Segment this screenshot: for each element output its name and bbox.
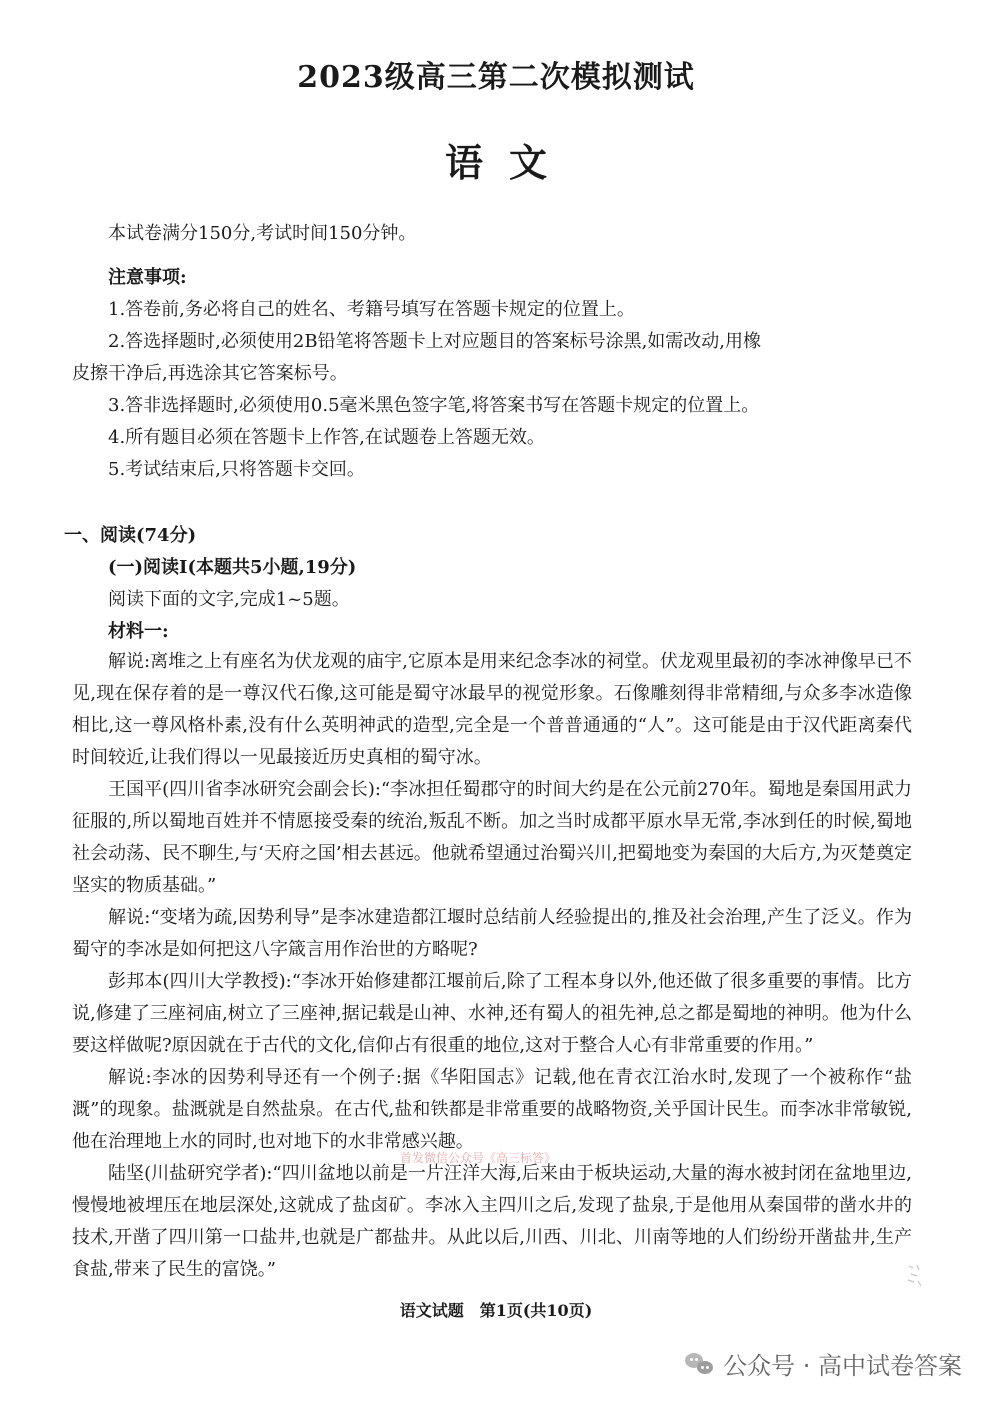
material-label: 材料一: <box>108 621 169 642</box>
notice-item: 1.答卷前,务必将自己的姓名、考籍号填写在答题卡规定的位置上。 <box>108 299 635 320</box>
notice-item: 3.答非选择题时,必须使用0.5毫米黑色签字笔,将答案书写在答题卡规定的位置上。 <box>108 395 760 416</box>
notice-item: 5.考试结束后,只将答题卡交回。 <box>108 459 365 480</box>
page-footer: 语文试题 第1页(共10页) <box>399 1301 593 1320</box>
passage-paragraph: 解说:离堆之上有座名为伏龙观的庙宇,它原本是用来纪念李冰的祠堂。伏龙观里最初的李冰神像早已不见,现在保存着的是一尊汉代石像,这可能是蜀守冰最早的视觉形象。石像雕刻得非常精细,与众多李冰造像相比,这一尊风格朴素,没有什么英明神武的造型,完全是一个普普通通的“人”。这可能是由于汉代距离秦代时间较近,让我们得以一见最接近历史真相的蜀守冰。 <box>72 651 912 768</box>
reading-passage <box>72 646 912 1286</box>
subject-title: 语文 <box>444 140 573 185</box>
exam-info: 本试卷满分150分,考试时间150分钟。 <box>108 223 417 244</box>
wechat-icon <box>685 1351 715 1377</box>
section-instruction: 阅读下面的文字,完成1~5题。 <box>108 589 350 610</box>
exam-instructions <box>72 218 912 486</box>
brand-text: 公众号 · 高中试卷答案 <box>723 1352 962 1380</box>
passage-paragraph: 陆坚(川盐研究学者):“四川盆地以前是一片汪洋大海,后来由于板块运动,大量的海水被封闭在盆地里边,慢慢地被埋压在地层深处,这就成了盐卤矿。李冰入主四川之后,发现了盐泉,于是他用从秦国带的凿水井的技术,开凿了四川第一口盐井,也就是广都盐井。从此以后,川西、川北、川南等地的人们纷纷开凿盐井,生产食盐,带来了民生的富饶。” <box>72 1163 912 1280</box>
watermark: 首发微信公众号《高三标答》 <box>400 1151 557 1165</box>
scan-artifact <box>905 1262 925 1290</box>
passage-paragraph: 解说:李冰的因势利导还有一个例子:据《华阳国志》记载,他在青衣江治水时,发现了一个被称作“盐溉”的现象。盐溉就是自然盐泉。在古代,盐和铁都是非常重要的战略物资,关乎国计民生。而李冰非常敏锐,他在治理地上水的同时,也对地下的水非常感兴趣。 <box>72 1067 912 1152</box>
notice-title: 注意事项: <box>108 267 187 288</box>
passage-paragraph: 王国平(四川省李冰研究会副会长):“李冰担任蜀郡守的时间大约是在公元前270年。蜀地是秦国用武力征服的,所以蜀地百姓并不情愿接受秦的统治,叛乱不断。加之当时成都平原水旱无常,李冰到任的时候,蜀地社会动荡、民不聊生,与‘天府之国’相去甚远。他就希望通过治蜀兴川,把蜀地变为秦国的大后方,为灭楚奠定坚实的物质基础。” <box>72 779 912 896</box>
notice-item-continued: 皮擦干净后,再选涂其它答案标号。 <box>72 363 348 384</box>
notice-item: 4.所有题目必须在答题卡上作答,在试题卷上答题无效。 <box>108 427 545 448</box>
notice-item: 2.答选择题时,必须使用2B铅笔将答题卡上对应题目的答案标号涂黑,如需改动,用橡 <box>108 331 762 352</box>
brand-watermark <box>685 1346 962 1381</box>
passage-paragraph: 解说:“变堵为疏,因势利导”是李冰建造都江堰时总结前人经验提出的,推及社会治理,产生了泛义。作为蜀守的李冰是如何把这八字箴言用作治世的方略呢? <box>72 907 912 960</box>
section-title: 一、阅读(74分) <box>64 525 197 546</box>
passage-paragraph: 彭邦本(四川大学教授):“李冰开始修建都江堰前后,除了工程本身以外,他还做了很多重要的事情。比方说,修建了三座祠庙,树立了三座神,据记载是山神、水神,还有蜀人的祖先神,总之都是蜀地的神明。他为什么要这样做呢?原因就在于古代的文化,信仰占有很重的地位,这对于整合人心有非常重要的作用。” <box>72 971 912 1056</box>
reading-section <box>64 520 912 648</box>
exam-title: 2023级高三第二次模拟测试 <box>297 60 695 95</box>
subsection-title: (一)阅读Ⅰ(本题共5小题,19分) <box>108 557 357 578</box>
